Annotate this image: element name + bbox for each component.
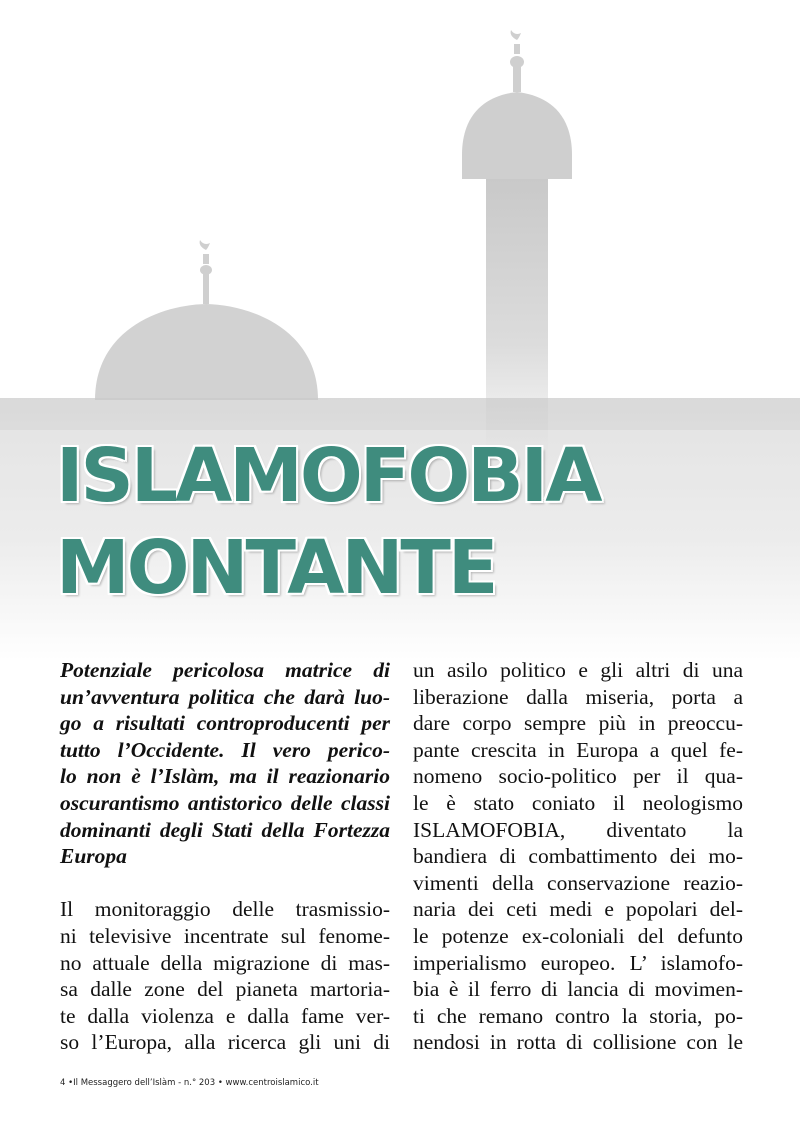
- body-line: le è stato coniato il neologismo: [413, 790, 743, 815]
- paragraph-gap: [60, 870, 390, 897]
- body-line: te dalla violenza e dalla fame ver-: [60, 1003, 390, 1028]
- body-line: le potenze ex-coloniali del defunto: [413, 923, 743, 948]
- headline-line-1: ISLAMOFOBIA: [56, 433, 600, 519]
- article-headline: [56, 430, 756, 614]
- body-line: so l’Europa, alla ricerca gli uni di: [60, 1030, 390, 1055]
- lead-line: go a risultati controproducenti per: [60, 711, 390, 736]
- body-line: no attuale della migrazione di mas-: [60, 950, 390, 975]
- lead-line: Europa: [60, 844, 127, 869]
- body-line: dare corpo sempre più in preoccu-: [413, 711, 743, 736]
- page-footer: 4 •Il Messaggero dell’Islàm - n.° 203 • www.centroislamico.it: [60, 1078, 319, 1088]
- body-line: bandiera di combattimento dei mo-: [413, 844, 743, 869]
- body-line: bia è il ferro di lancia di movimen-: [413, 977, 743, 1002]
- lead-line: Potenziale pericolosa matrice di: [60, 658, 390, 682]
- body-line: Il monitoraggio delle trasmissio-: [60, 897, 390, 922]
- lead-line: oscurantismo antistorico delle classi: [60, 790, 390, 815]
- body-line: nendosi in rotta di collisione con le: [413, 1030, 743, 1055]
- body-line: un asilo politico e gli altri di una: [413, 658, 743, 682]
- body-line: liberazione dalla miseria, porta a: [413, 684, 743, 709]
- body-line: nomeno socio-politico per il qua-: [413, 764, 743, 789]
- body-paragraph-left: [60, 896, 390, 1056]
- headline-line-2: MONTANTE: [56, 525, 496, 611]
- column-right: [413, 657, 743, 1056]
- lead-line: tutto l’Occidente. Il vero perico-: [60, 737, 390, 762]
- body-line: vimenti della conservazione reazio-: [413, 870, 743, 895]
- body-line: ISLAMOFOBIA, diventato la: [413, 817, 743, 842]
- lead-line: lo non è l’Islàm, ma il reazionario: [60, 764, 390, 789]
- body-line: ni televisive incentrate sul fenome-: [60, 923, 390, 948]
- body-line: pante crescita in Europa a quel fe-: [413, 737, 743, 762]
- lead-line: un’avventura politica che darà luo-: [60, 684, 390, 709]
- lead-paragraph: [60, 657, 390, 870]
- body-line: naria dei ceti medi e popolari del-: [413, 897, 743, 922]
- body-line: ti che remano contro la storia, po-: [413, 1003, 743, 1028]
- body-line: imperialismo europeo. L’ islamofo-: [413, 950, 743, 975]
- column-left: [60, 657, 390, 1056]
- lead-line: dominanti degli Stati della Fortezza: [60, 817, 390, 842]
- body-line: sa dalle zone del pianeta martoria-: [60, 977, 390, 1002]
